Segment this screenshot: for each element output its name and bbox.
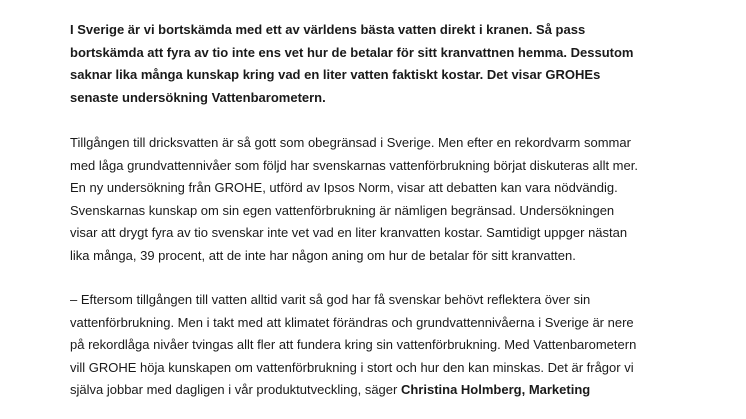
paragraph-2-text: – Eftersom tillgången till vatten alltid varit så god har få svenskar behövt reflektera över sin vattenförbrukning. Men i takt med att klimatet förändras och grundvattennivåerna i Sverige är nere på rekordlåga nivåer tvingas allt fler att fundera kring sin vattenförbrukning. Med Vattenbarometern vill GROHE höja kunskapen om vattenförbrukning i stort och hur den kan minskas. Det är frågor vi själva jobbar med dagligen i vår produktutveckling, säger (70, 292, 637, 397)
article-paragraph-1: Tillgången till dricksvatten är så gott som obegränsad i Sverige. Men efter en rekordvarm sommar med låga grundvattennivåer som följd har svenskarnas vattenförbrukning börjat diskuteras allt mer. En ny undersökning från GROHE, utförd av Ipsos Norm, visar att debatten kan vara nödvändig. Svenskarnas kunskap om sin egen vattenförbrukning är nämligen begränsad. Undersökningen visar att drygt fyra av tio svenskar inte vet vad en liter kranvatten kostar. Samtidigt uppger nästan lika många, 39 procent, att de inte har någon aning om hur de betalar för sitt kranvatten. (70, 135, 638, 263)
paragraph-spacer (70, 109, 742, 132)
article-body (70, 19, 742, 402)
paragraph-spacer (70, 267, 742, 289)
speaker-name: Christina Holmberg, Marketing (400, 382, 591, 397)
article-paragraph-2 (70, 289, 742, 402)
article-lead: I Sverige är vi bortskämda med ett av världens bästa vatten direkt i kranen. Så pass bortskämda att fyra av tio inte ens vet hur de betalar för sitt kranvattnen hemma. Dessutom saknar lika många kunskap kring vad en liter vatten faktiskt kostar. Det visar GROHEs senaste undersökning Vattenbarometern. (70, 22, 634, 105)
